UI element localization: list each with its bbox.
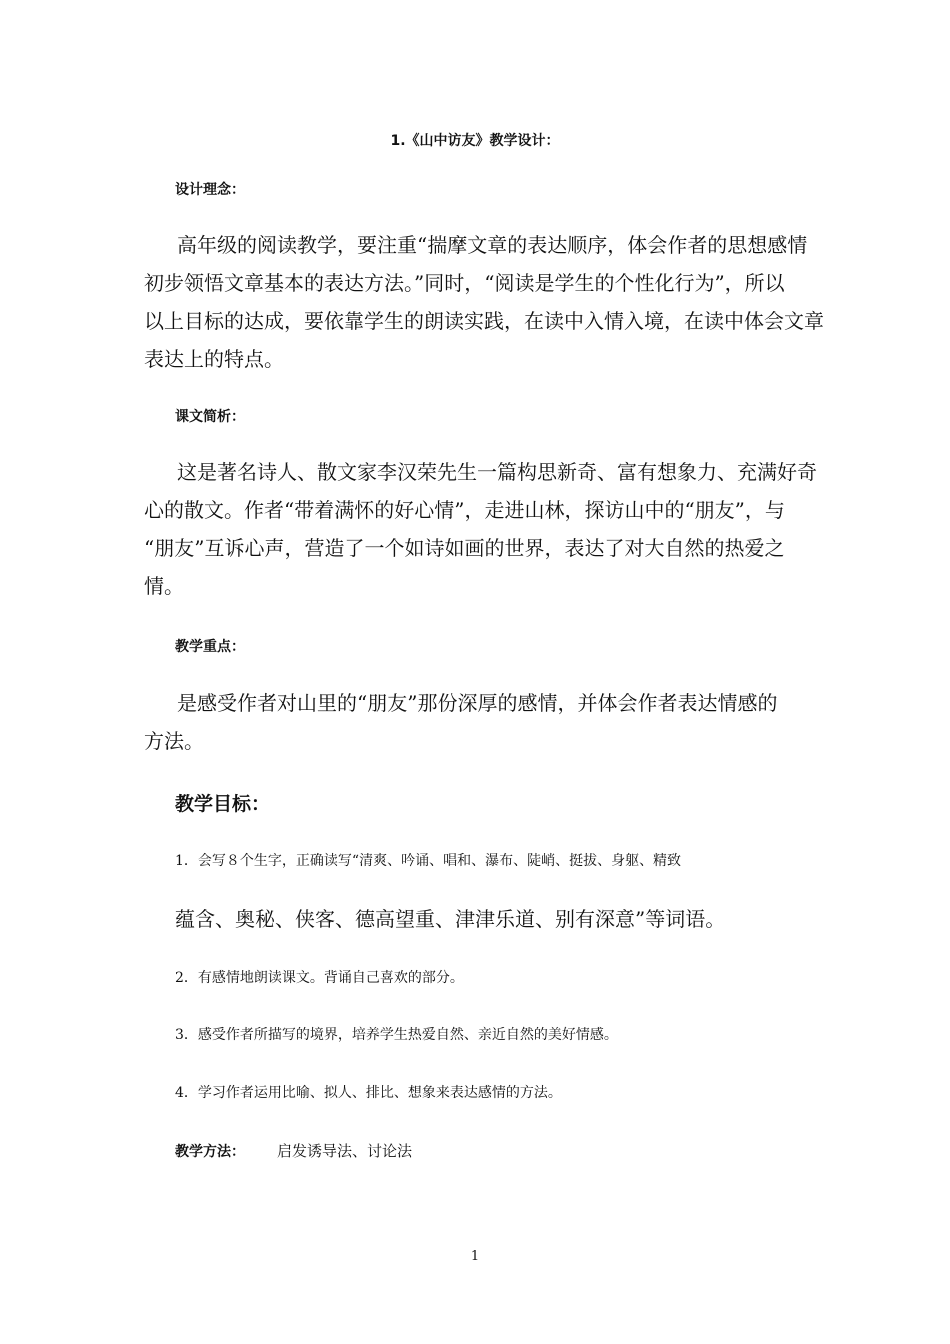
goal-item-2: 2．有感情地朗读课文。背诵自己喜欢的部分。 <box>175 970 464 986</box>
analysis-line: 心的散文。作者“带着满怀的好心情”，走进山林，探访山中的“朋友”，与 <box>144 498 785 522</box>
concept-line: 表达上的特点。 <box>144 347 284 371</box>
goal-item-1: 1．会写８个生字，正确读写“清爽、吟诵、唱和、瀑布、陡峭、挺拔、身躯、精致 <box>175 853 682 869</box>
focus-paragraph <box>144 684 784 760</box>
focus-heading: 教学重点： <box>175 639 245 655</box>
concept-line: 以上目标的达成，要依靠学生的朗读实践，在读中入情入境，在读中体会文章 <box>144 309 824 333</box>
analysis-heading: 课文简析： <box>175 409 245 425</box>
concept-line: 高年级的阅读教学，要注重“揣摩文章的表达顺序，体会作者的思想感情 <box>177 233 808 257</box>
focus-line: 方法。 <box>144 729 204 753</box>
focus-line: 是感受作者对山里的“朋友”那份深厚的感情，并体会作者表达情感的 <box>177 691 778 715</box>
analysis-line: 情。 <box>144 574 184 598</box>
method-heading: 教学方法： <box>175 1144 245 1160</box>
analysis-paragraph <box>144 453 817 605</box>
document-title: 1.《山中访友》教学设计： <box>390 133 560 149</box>
goal-item-1-continued: 蕴含、奥秘、侠客、德高望重、津津乐道、别有深意”等词语。 <box>175 907 726 931</box>
page-number: 1 <box>470 1249 480 1264</box>
goal-item-4: 4．学习作者运用比喻、拟人、排比、想象来表达感情的方法。 <box>175 1085 562 1101</box>
concept-heading: 设计理念： <box>175 182 245 198</box>
goal-item-3: 3．感受作者所描写的境界，培养学生热爱自然、亲近自然的美好情感。 <box>175 1027 618 1043</box>
concept-line: 初步领悟文章基本的表达方法。”同时，“阅读是学生的个性化行为”，所以 <box>144 271 785 295</box>
analysis-line: “朋友”互诉心声，营造了一个如诗如画的世界，表达了对大自然的热爱之 <box>144 536 785 560</box>
goals-heading: 教学目标： <box>175 793 271 815</box>
method-value: 启发诱导法、讨论法 <box>277 1142 413 1160</box>
analysis-line: 这是著名诗人、散文家李汉荣先生一篇构思新奇、富有想象力、充满好奇 <box>177 460 817 484</box>
concept-paragraph <box>144 226 824 378</box>
